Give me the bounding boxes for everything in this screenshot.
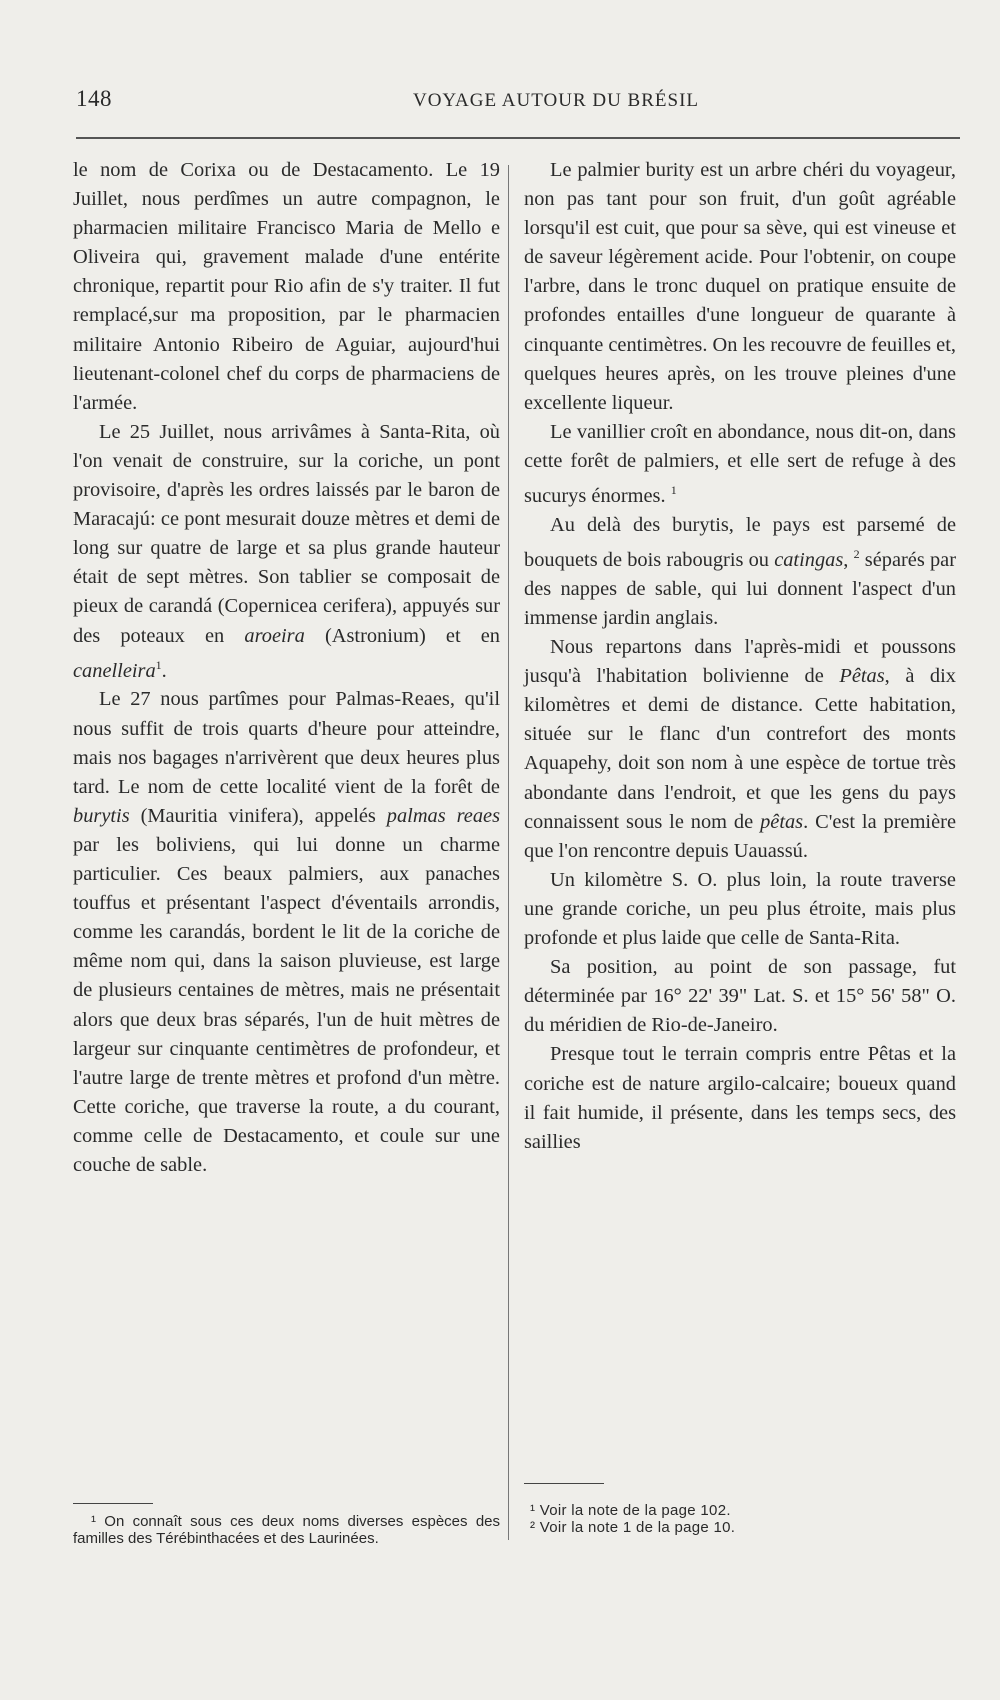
header-rule — [76, 137, 960, 139]
footnote-rule-left — [73, 1503, 153, 1504]
footnotes-left — [73, 1513, 500, 1547]
paragraph: Presque tout le terrain compris entre Pêtas et la coriche est de nature argilo-calcaire; boueux quand il fait humide, il présente, dans les temps secs, des saillies — [524, 1043, 956, 1153]
left-column — [73, 156, 500, 1180]
paragraph: Un kilomètre S. O. plus loin, la route traverse une grande coriche, un peu plus étroite, mais plus profonde et plus laide que celle de Santa-Rita. — [524, 868, 956, 950]
page-number: 148 — [76, 86, 112, 111]
footnote-mark: 1 — [155, 657, 162, 672]
paragraph: Le palmier burity est un arbre chéri du voyageur, non pas tant pour son fruit, d'un goût agréable lorsqu'il est cuit, que pour sa sève, qui est vineuse et de saveur légèrement acide. Pour l'obtenir, on coupe l'arbre, dans le tronc duquel on pratique ensuite de profondes entailles d'une longueur de quarante à cinquante centimètres. On les recouvre de feuilles et, quelques heures après, on les trouve pleines d'une excellente liqueur. — [524, 159, 956, 414]
column-divider — [508, 165, 509, 1540]
paragraph: Nous repartons dans l'après-midi et poussons jusqu'à l'habitation bolivienne de Pêtas, à dix kilomètres et demi de distance. Cette habitation, située sur le flanc d'un contrefort des monts Aquapehy, doit son nom à une espèce de tortue très abondante dans l'endroit, et que les gens du pays connaissent sous le nom de pêtas. C'est la première que l'on rencontre depuis Uauassú. — [524, 636, 956, 862]
paragraph: Au delà des burytis, le pays est parsemé de bouquets de bois rabougris ou catingas, $^2$ séparés par des nappes de sable, qui lui donnent l'aspect d'un immense jardin anglais. — [524, 513, 956, 629]
running-title: VOYAGE AUTOUR DU BRÉSIL — [412, 90, 700, 111]
paragraph: Le vanillier croît en abondance, nous dit-on, dans cette forêt de palmiers, et elle sert de refuge à des sucurys énormes. $^1$ — [524, 420, 956, 507]
footnote: ¹ Voir la note de la page 102. — [530, 1502, 731, 1519]
paragraph: le nom de Corixa ou de Destacamento. Le 19 Juillet, nous perdîmes un autre compagnon, le pharmacien militaire Francisco Maria de Mello e Oliveira qui, gravement malade d'une entérite chronique, repartit pour Rio afin de s'y traiter. Il fut remplacé,sur ma proposition, par le pharmacien militaire Antonio Ribeiro de Aguiar, aujourd'hui lieutenant-colonel chef du corps de pharmaciens de l'armée. — [73, 159, 500, 414]
page-header — [76, 86, 956, 126]
paragraph: Le 25 Juillet, nous arrivâmes à Santa-Rita, où l'on venait de construire, sur la coriche, un pont provisoire, d'après les ordres laissés par le baron de Maracajú: ce pont mesurait douze mètres et demi de long sur quatre de large et sa plus grande hauteur était de sept mètres. Son tablier se composait de pieux de carandá (Copernicea cerifera), appuyés sur des poteaux en aroeira (Astronium) et en canelleira$^1$. — [73, 420, 500, 682]
footnote-mark: 1 — [670, 483, 677, 498]
footnotes-right — [530, 1502, 960, 1536]
paragraph: Le 27 nous partîmes pour Palmas-Reaes, qu'il nous suffit de trois quarts d'heure pour atteindre, mais nos bagages n'arrivèrent que deux heures plus tard. Le nom de cette localité vient de la forêt de burytis (Mauritia vinifera), appelés palmas reaes par les boliviens, qui lui donne un charme particulier. Ces beaux palmiers, aux panaches touffus et présentant l'aspect d'éventails arrondis, comme les carandás, bordent le lit de la coriche de même nom qui, dans la saison pluvieuse, est large de plusieurs centaines de mètres, mais ne présentait alors que deux bras séparés, l'un de huit mètres de largeur sur cinquante centimètres de profondeur, et l'autre large de trente mètres et profond d'un mètre. Cette coriche, que traverse la route, a du courant, comme celle de Destacamento, et coule sur une couche de sable. — [73, 688, 501, 1176]
footnote: ² Voir la note 1 de la page 10. — [530, 1519, 736, 1536]
footnote-rule-right — [524, 1483, 604, 1484]
footnote: ¹ On connaît sous ces deux noms diverses espèces des familles des Térébinthacées et des Laurinées. — [73, 1513, 500, 1547]
paragraph: Sa position, au point de son passage, fut déterminée par 16° 22' 39" Lat. S. et 15° 56' 58" O. du méridien de Rio-de-Janeiro. — [524, 956, 956, 1037]
right-column — [524, 156, 956, 1157]
footnote-mark: 2 — [853, 547, 860, 562]
